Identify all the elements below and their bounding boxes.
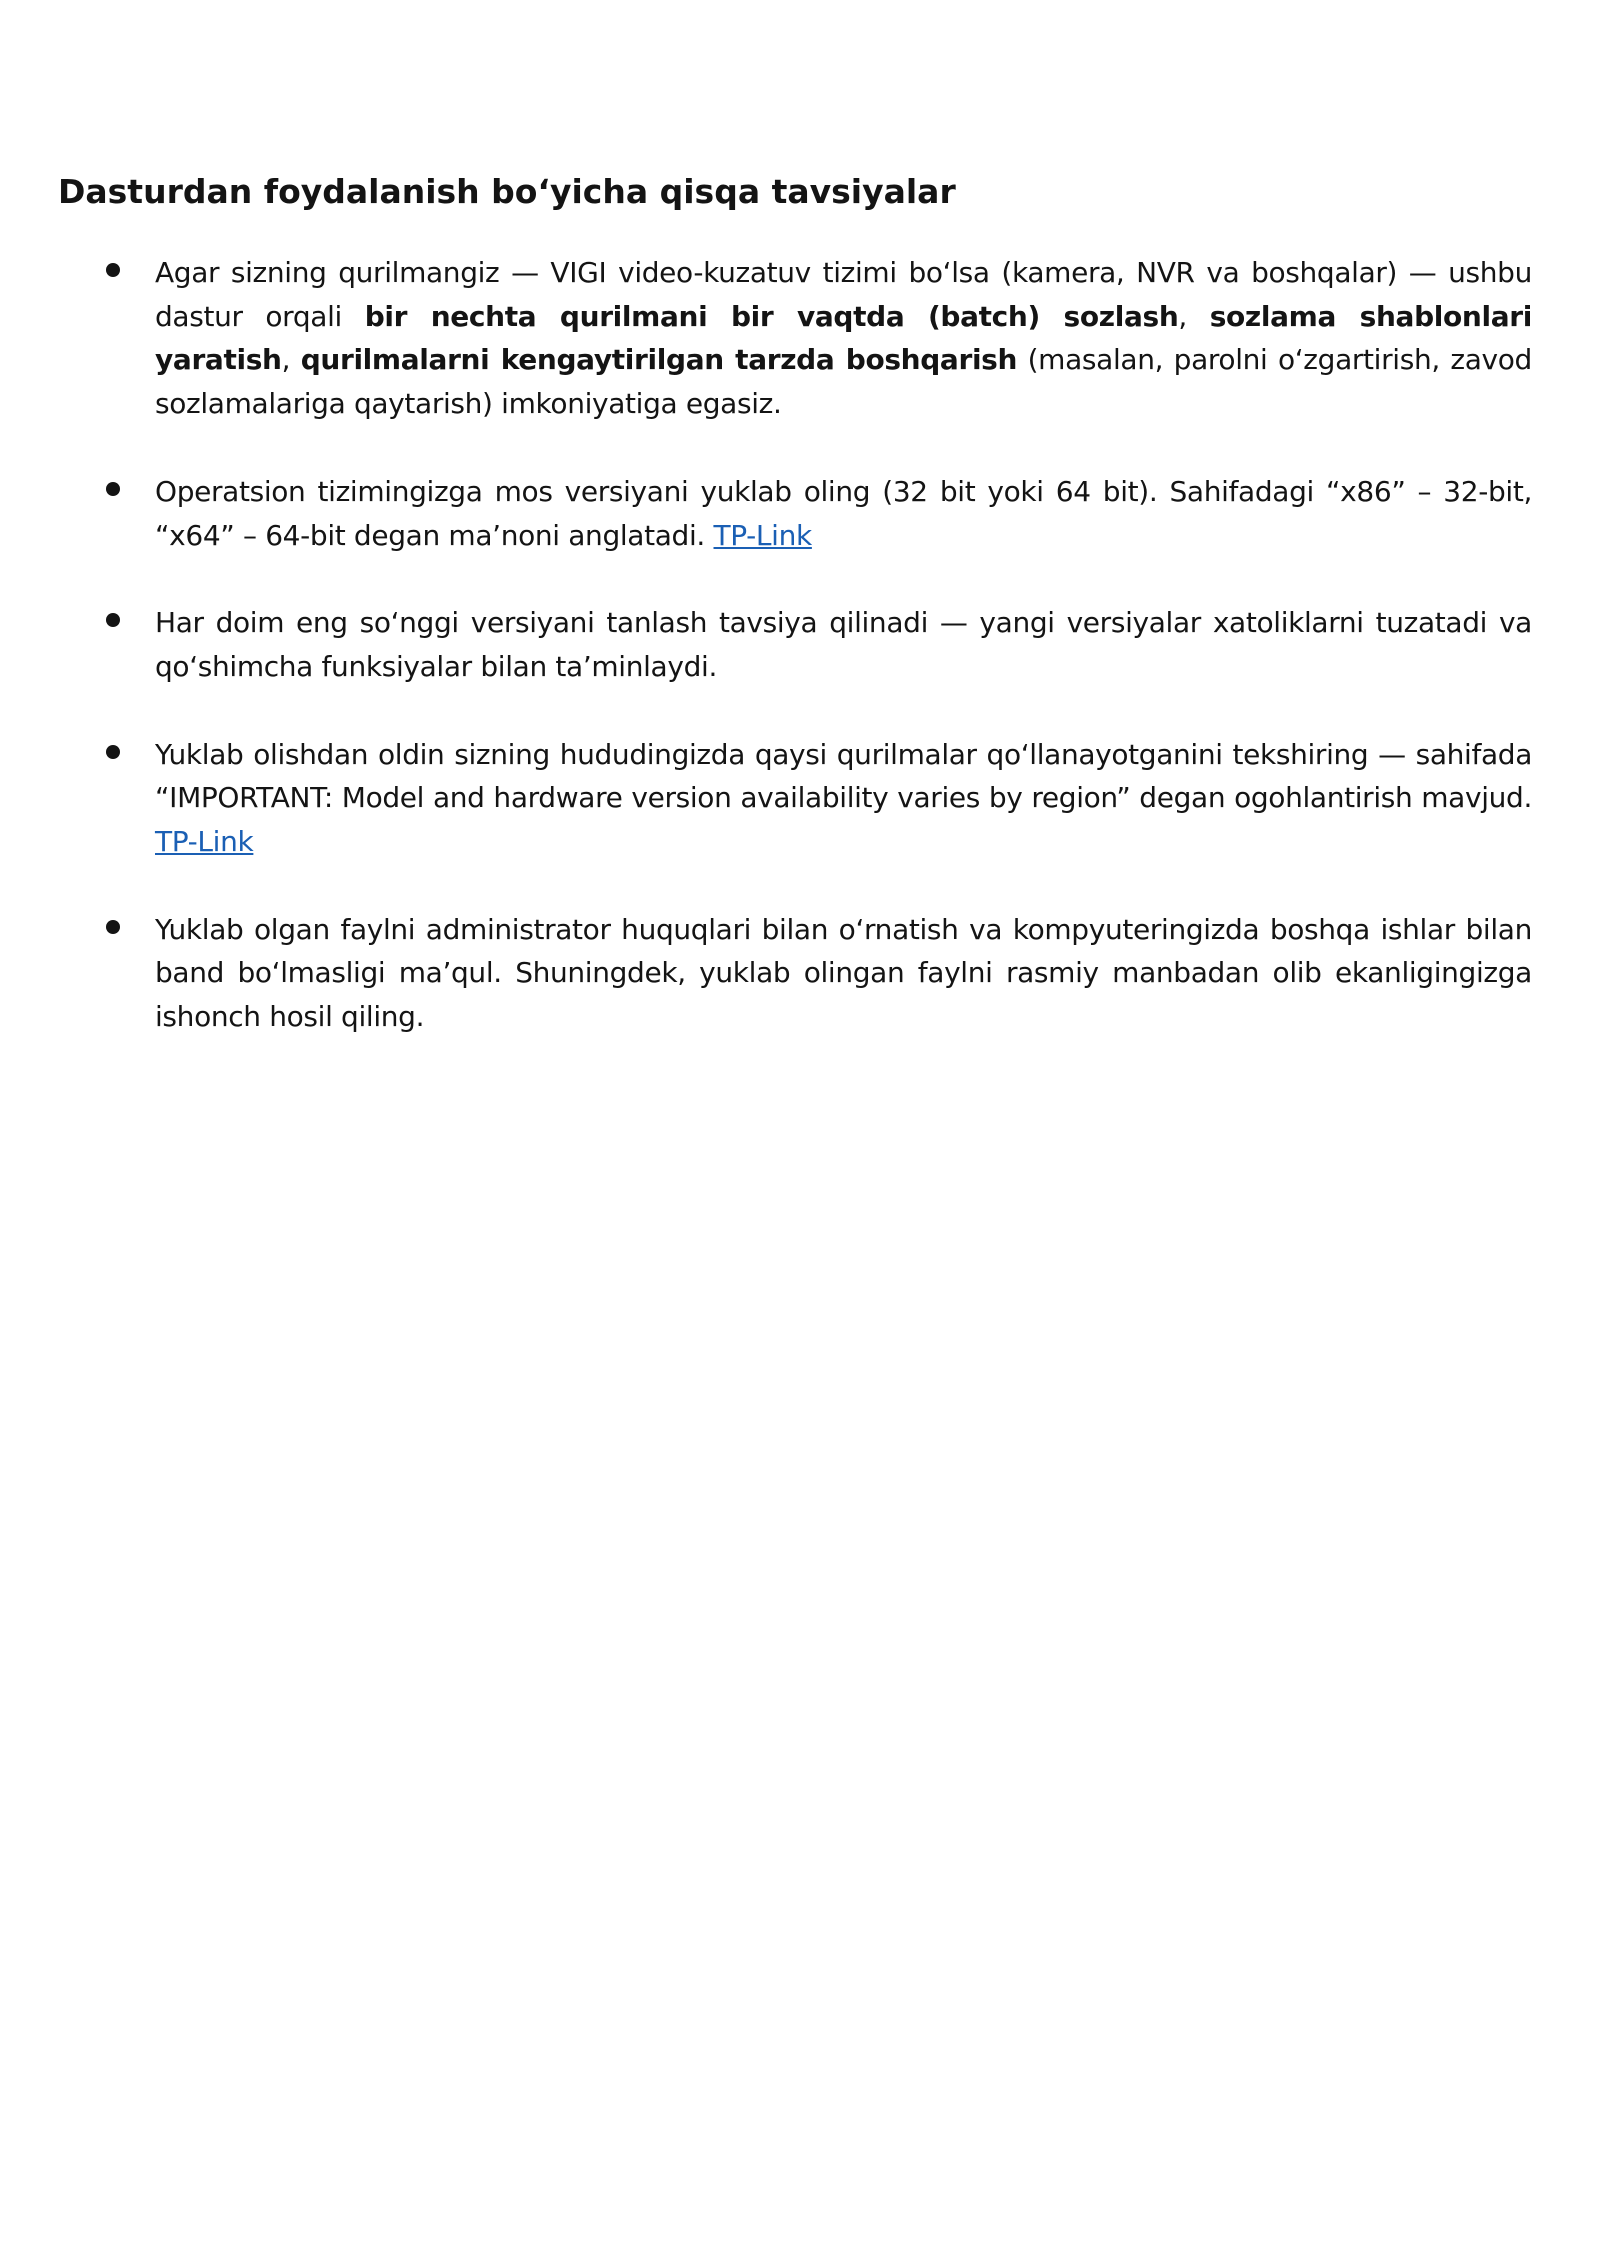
bold-text-advanced: qurilmalarni kengaytirilgan tarzda boshqarish [300, 343, 1018, 377]
list-item-batch-config [0, 251, 1600, 426]
text-run: Har doim eng so‘nggi versiyani tanlash tavsiya qilinadi — yangi versiyalar xatoliklarni tuzatadi va qo‘shimcha funksiyalar bilan ta’minlaydi. [155, 606, 1532, 683]
list-item-text [155, 251, 1532, 426]
bullet-icon [106, 263, 120, 277]
bold-text-templates: sozlama shablonlari yaratish [155, 299, 1532, 377]
tp-link-link[interactable]: TP-Link [155, 825, 254, 859]
bullet-icon [106, 745, 120, 759]
bold-text-batch: bir nechta qurilmani bir vaqtda (batch) sozlash [364, 299, 1179, 333]
list-item-text [155, 470, 1532, 557]
list-item-latest-version [0, 601, 1600, 688]
bullet-icon [106, 920, 120, 934]
list-item-text [155, 601, 1532, 688]
text-run: Agar sizning qurilmangiz — VIGI video-kuzatuv tizimi bo‘lsa (kamera, NVR va boshqalar) — ushbu dastur orqali [155, 256, 1532, 333]
bullet-icon [106, 482, 120, 496]
recommendations-list [0, 251, 1600, 1083]
text-run: (masalan, parolni o‘zgartirish, zavod sozlamalariga qaytarish) imkoniyatiga egasiz. [155, 343, 1532, 421]
bullet-icon [106, 613, 120, 627]
section-heading: Dasturdan foydalanish bo‘yicha qisqa tavsiyalar [58, 172, 956, 211]
list-item-region-check [0, 733, 1600, 864]
text-run: , [281, 343, 301, 377]
list-item-text [155, 733, 1532, 864]
list-item-admin-install [0, 908, 1600, 1039]
list-item-os-version [0, 470, 1600, 557]
text-run: Yuklab olgan faylni administrator huquqlari bilan o‘rnatish va kompyuteringizda boshqa ishlar bilan band bo‘lmasligi ma’qul. Shuningdek, yuklab olingan faylni rasmiy manbadan olib ekanligingizga ishonch hosil qiling. [155, 912, 1532, 1034]
text-run: Operatsion tizimingizga mos versiyani yuklab oling (32 bit yoki 64 bit). Sahifadagi “x86” – 32-bit, “x64” – 64-bit degan ma’noni anglatadi. [155, 474, 1532, 552]
tp-link-link[interactable]: TP-Link [713, 518, 812, 552]
text-run: Yuklab olishdan oldin sizning hududingizda qaysi qurilmalar qo‘llanayotganini tekshiring — sahifada “IMPORTANT: Model and hardware version availability varies by region” degan ogohlantirish mavjud. [155, 737, 1532, 815]
text-run: , [1178, 299, 1210, 333]
list-item-text [155, 908, 1532, 1039]
